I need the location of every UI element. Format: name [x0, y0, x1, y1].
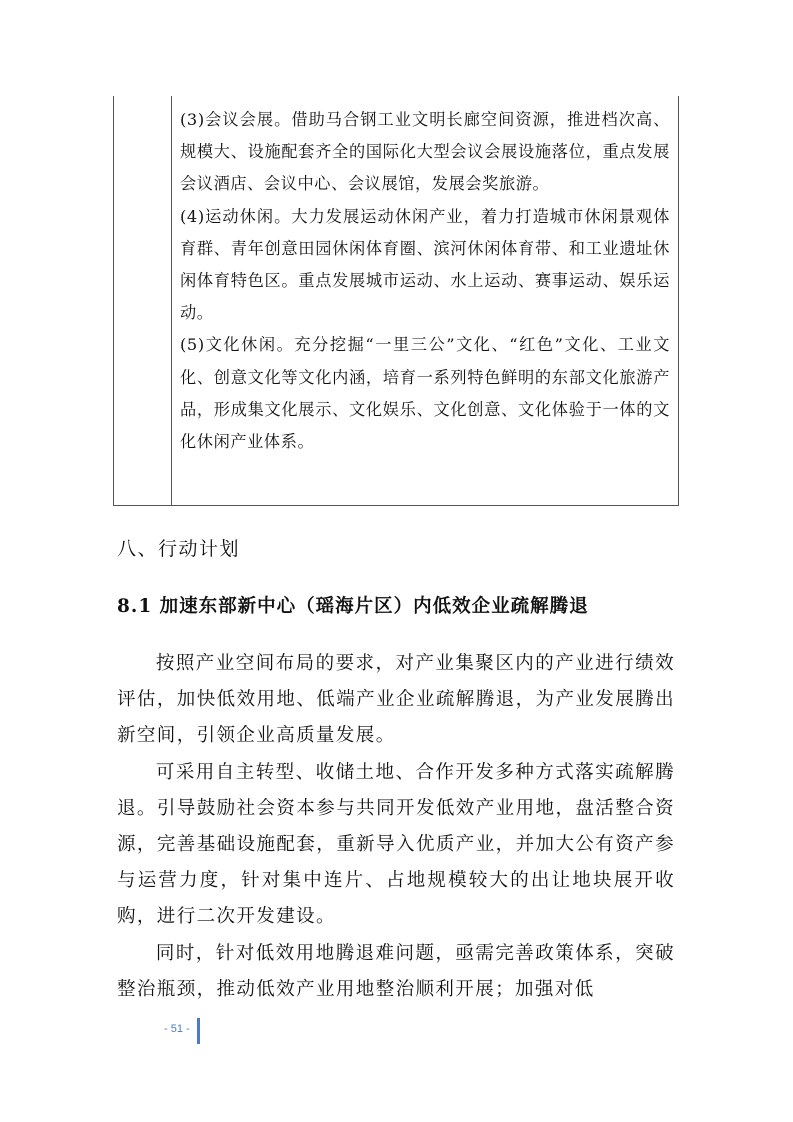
section-heading: 八、行动计划: [117, 538, 241, 560]
paragraph: 按照产业空间布局的要求，对产业集聚区内的产业进行绩效评估，加快低效用地、低端产业企业疏解腾退，为产业发展腾出新空间，引领企业高质量发展。: [117, 653, 675, 747]
paragraph: 可采用自主转型、收储土地、合作开发多种方式落实疏解腾退。引导鼓励社会资本参与共同开发低效产业用地，盘活整合资源，完善基础设施配套，重新导入优质产业，并加大公有资产参与运营力度，针对集中连片、占地规模较大的出让地块展开收购，进行二次开发建设。: [117, 761, 675, 928]
page-number: - 51 -: [164, 1023, 190, 1035]
table-item-sports: (4)运动休闲。大力发展运动休闲产业，着力打造城市休闲景观体育群、青年创意田园休闲体育圈、滨河休闲体育带、和工业遗址休闲体育特色区。重点发展城市运动、水上运动、赛事运动、娱乐运动。: [180, 206, 670, 323]
subsection-heading: 8.1 加速东部新中心（瑶海片区）内低效企业疏解腾退: [117, 596, 589, 617]
table-content-cell: [180, 104, 670, 458]
table-item-culture: (5)文化休闲。充分挖掘“一里三公”文化、“红色”文化、工业文化、创意文化等文化内涵，培育一系列特色鲜明的东部文化旅游产品，形成集文化展示、文化娱乐、文化创意、文化体验于一体的文化休闲产业体系。: [180, 335, 670, 452]
content-table: [113, 96, 679, 506]
table-item-conference: (3)会议会展。借助马合钢工业文明长廊空间资源，推进档次高、规模大、设施配套齐全的国际化大型会议会展设施落位，重点发展会议酒店、会议中心、会议展馆，发展会奖旅游。: [180, 110, 670, 194]
table-column-divider: [171, 96, 172, 505]
paragraph: 同时，针对低效用地腾退难问题，亟需完善政策体系，突破整治瓶颈，推动低效产业用地整治顺利开展；加强对低: [117, 942, 675, 1000]
body-text: [117, 646, 675, 1008]
page-number-bar: [197, 1018, 200, 1044]
